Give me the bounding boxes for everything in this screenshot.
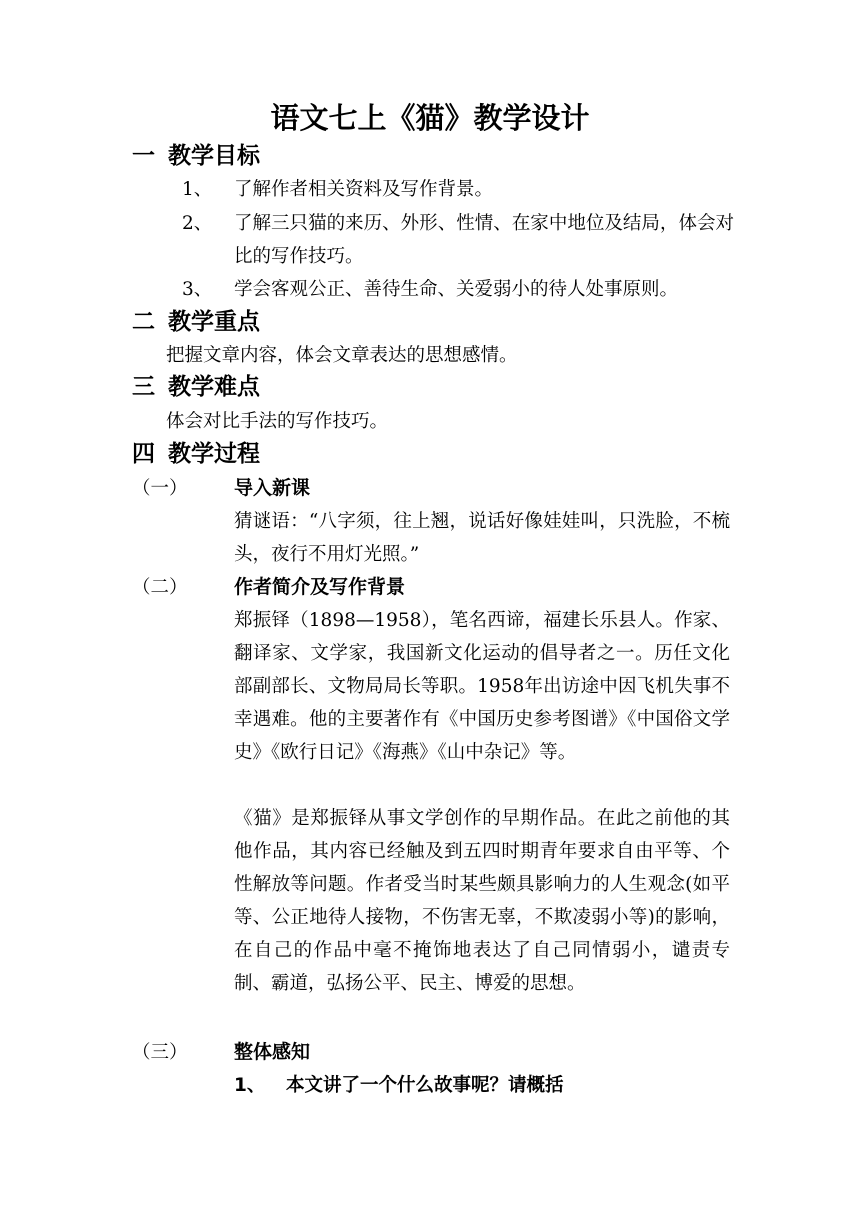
- section-number: 一: [132, 143, 155, 169]
- section-title: 教学过程: [168, 441, 260, 467]
- objective-number: 3、: [182, 279, 213, 300]
- section-title: 教学重点: [168, 309, 260, 335]
- subsection-title: 导入新课: [234, 477, 311, 499]
- section-number: 二: [132, 309, 155, 335]
- question-number: 1、: [234, 1075, 266, 1096]
- subsection-number: （二）: [132, 577, 188, 598]
- section-text: 把握文章内容，体会文章表达的思想感情。: [166, 345, 518, 366]
- objective-number: 2、: [182, 213, 213, 234]
- question-text: 本文讲了一个什么故事呢？请概括: [286, 1075, 564, 1096]
- section-heading-process: [132, 437, 260, 471]
- section-title: 教学难点: [168, 374, 260, 400]
- document-title: 语文七上《猫》教学设计: [270, 101, 590, 135]
- section-heading-key-points: [132, 305, 260, 339]
- section-heading-difficulties: [132, 370, 260, 404]
- objective-number: 1、: [182, 179, 213, 200]
- subsection-number: （三）: [132, 1042, 188, 1063]
- paragraph: 《猫》是郑振铎从事文学创作的早期作品。在此之前他的其他作品，其内容已经触及到五四时期青年要求自由平等、个性解放等问题。作者受当时某些颇具影响力的人生观念(如平等、公正地待人接物，不伤害无辜，不欺凌弱小等)的影响，在自己的作品中毫不掩饰地表达了自己同情弱小，谴责专制、霸道，弘扬公平、民主、博爱的思想。: [234, 808, 730, 994]
- section-heading-objectives: [132, 139, 260, 173]
- subsection-title: 整体感知: [234, 1041, 311, 1063]
- subsection-title: 作者简介及写作背景: [234, 576, 406, 598]
- section-number: 四: [132, 441, 155, 467]
- section-title: 教学目标: [168, 143, 260, 169]
- objective-text: 学会客观公正、善待生命、关爱弱小的待人处事原则。: [234, 279, 679, 300]
- paragraph: 郑振铎（1898—1958），笔名西谛，福建长乐县人。作家、翻译家、文学家，我国新文化运动的倡导者之一。历任文化部副部长、文物局局长等职。1958年出访途中因飞机失事不幸遇难。他的主要著作有《中国历史参考图谱》《中国俗文学史》《欧行日记》《海燕》《山中杂记》等。: [234, 610, 730, 763]
- section-text: 体会对比手法的写作技巧。: [166, 411, 389, 432]
- section-number: 三: [132, 374, 155, 400]
- objective-text: 了解三只猫的来历、外形、性情、在家中地位及结局，体会对比的写作技巧。: [234, 213, 734, 267]
- objective-text: 了解作者相关资料及写作背景。: [234, 179, 494, 200]
- paragraph: 猜谜语：“八字须，往上翘，说话好像娃娃叫，只洗脸，不梳头，夜行不用灯光照。”: [234, 511, 730, 565]
- subsection-number: （一）: [132, 478, 188, 499]
